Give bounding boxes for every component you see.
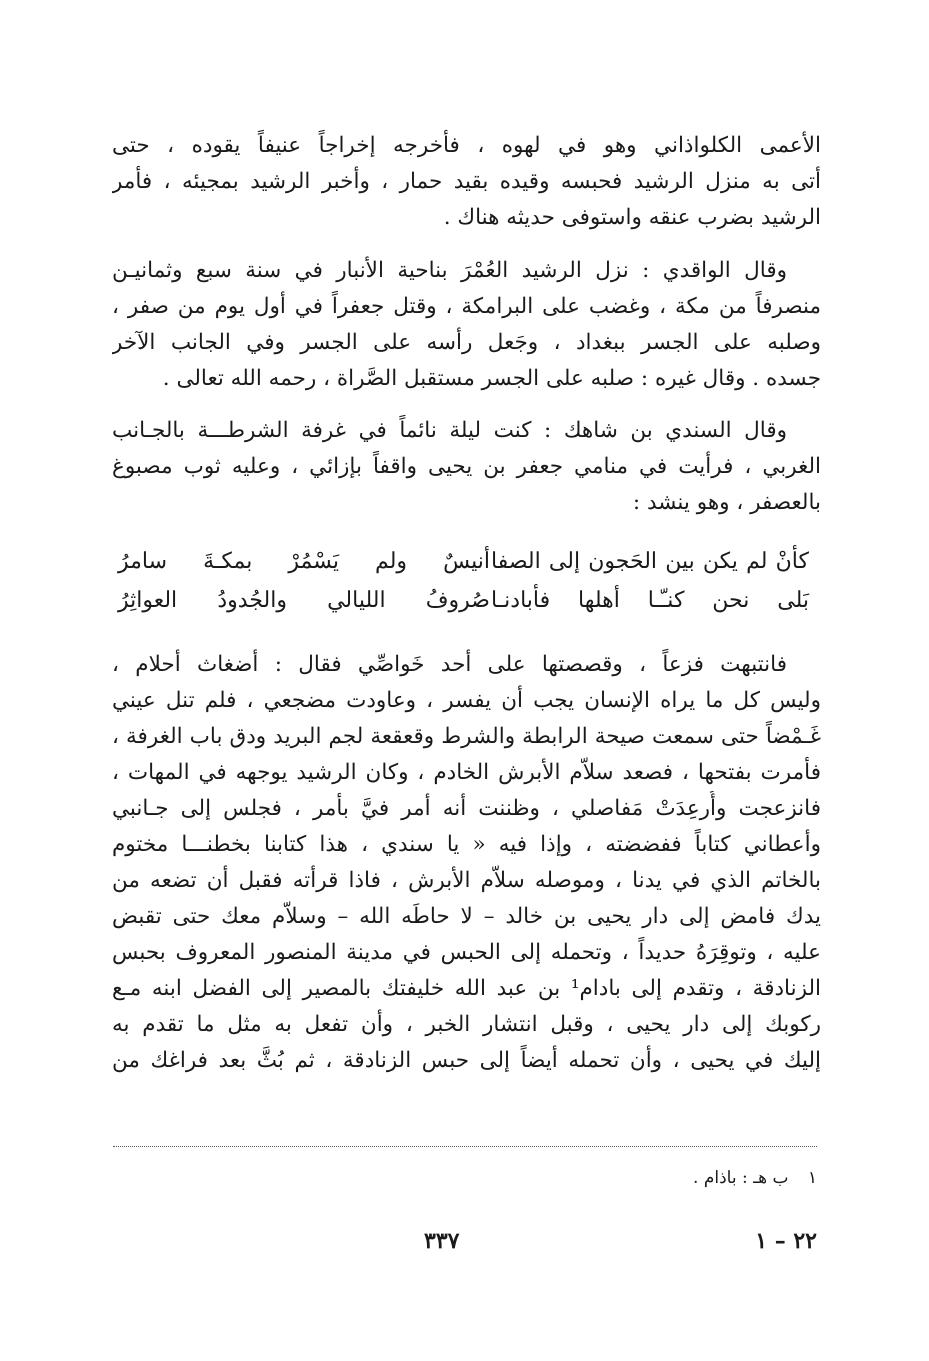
poem-hemistich-second: أنيسٌ ولم يَسْمُرْ بمكـةَ سامرُ [118, 549, 490, 574]
text-line: وصلبه على الجسر ببغداد ، وجَعل رأسه على الجسر وفي الجانب الآخر [112, 330, 821, 355]
text-line: إليك في يحيى ، وأن تحمله أيضاً إلى حبس الزنادقة ، ثم بُثَّ بعد فراغك من [112, 1048, 821, 1073]
poem-verse [118, 584, 821, 618]
text-line: الرشيد بضرب عنقه واستوفى حديثه هناك . [443, 205, 821, 230]
footnote [693, 1165, 817, 1191]
paragraph-continuation [112, 128, 821, 236]
text-line: بالخاتم الذي في يدنا ، وموصله سلاّم الأبرش ، فاذا قرأته فقبل أن تضعه من [112, 868, 821, 893]
poem-hemistich-second: صُروفُ الليالي والجُدودُ العواثِرُ [118, 588, 490, 613]
paragraph-dream [112, 647, 821, 1079]
text-line: فأمرت بفتحها ، فصعد سلاّم الأبرش الخادم ، وكان الرشيد يوجهه في المهات ، [112, 760, 821, 785]
text-line: وقال الواقدي : نزل الرشيد العُمْرَ بناحية الأنبار في سنة سبع وثمانيـن [112, 258, 787, 283]
footnote-text: ب هـ : باذام . [693, 1168, 789, 1188]
text-line: وليس كل ما يراه الإنسان يجب أن يفسر ، وعاودت مضجعي ، فلم تنل عيني [112, 688, 821, 713]
text-line: فانزعجت وأُرعِدَتْ مَفاصلي ، وظننت أنه أمر فيَّ بأمر ، فجلس إلى جـانبي [112, 796, 821, 821]
text-line: فانتبهت فزعاً ، وقصصتها على أحد خَواصِّي فقال : أضغاث أحلام ، [112, 652, 787, 677]
poem-hemistich-first: كأنْ لم يكن بين الحَجون إلى الصفا [491, 549, 809, 574]
text-line: منصرفاً من مكة ، وغضب على البرامكة ، وقتل جعفراً في أول يوم من صفر ، [112, 294, 821, 319]
text-line: ركوبك إلى دار يحيى ، وقبل انتشار الخبر ، وأن تفعل به مثل ما تقدم به [112, 1012, 821, 1037]
footnote-number: ١ [807, 1168, 817, 1188]
poem-verse [118, 545, 821, 579]
text-line: الغربي ، فرأيت في منامي جعفر بن يحيى واقفاً بإزائي ، وعليه ثوب مصبوغ [112, 454, 821, 479]
text-line: جسده . وقال غيره : صلبه على الجسر مستقبل الصَّراة ، رحمه الله تعالى . [162, 366, 821, 391]
text-line: أتى به منزل الرشيد فحبسه وقيده بقيد حمار ، وأخبر الرشيد بمجيئه ، فأمر [112, 169, 821, 194]
page-number: ٣٣٧ [424, 1228, 460, 1254]
text-line: غَـمْضاً حتى سمعت صيحة الرابطة والشرط وقعقعة لجم البريد ودق باب الغرفة ، [112, 724, 821, 749]
printer-signature: ٢٢ – ١ [755, 1228, 817, 1254]
text-line: الزنادقة ، وتقدم إلى بادام¹ بن عبد الله خليفتك بالمصير إلى الفضل ابنه مـع [112, 976, 821, 1001]
text-line: عليه ، وتوقِرَهُ حديداً ، وتحمله إلى الحبس في مدينة المنصور المعروف بحبس [112, 940, 821, 965]
paragraph-sindi [112, 413, 821, 521]
text-line: يدك فامض إلى دار يحيى بن خالد – لا حاطَه الله – وسلاّم معك حتى تقبض [112, 904, 821, 929]
poem-hemistich-first: بَلى نحن كنـّـا أهلها فأبادنـا [491, 588, 809, 613]
footnote-divider [113, 1146, 817, 1147]
text-line: الأعمى الكلواذاني وهو في لهوه ، فأخرجه إخراجاً عنيفاً يقوده ، حتى [112, 133, 821, 158]
paragraph-waqidi [112, 253, 821, 397]
text-line: وأعطاني كتاباً ففضضته ، وإذا فيه « يا سندي ، هذا كتابنا بخطنـــا مختوم [112, 832, 821, 857]
text-line: وقال السندي بن شاهك : كنت ليلة نائماً في غرفة الشرطـــة بالجـانب [112, 418, 787, 443]
text-line: بالعصفر ، وهو ينشد : [632, 490, 821, 515]
